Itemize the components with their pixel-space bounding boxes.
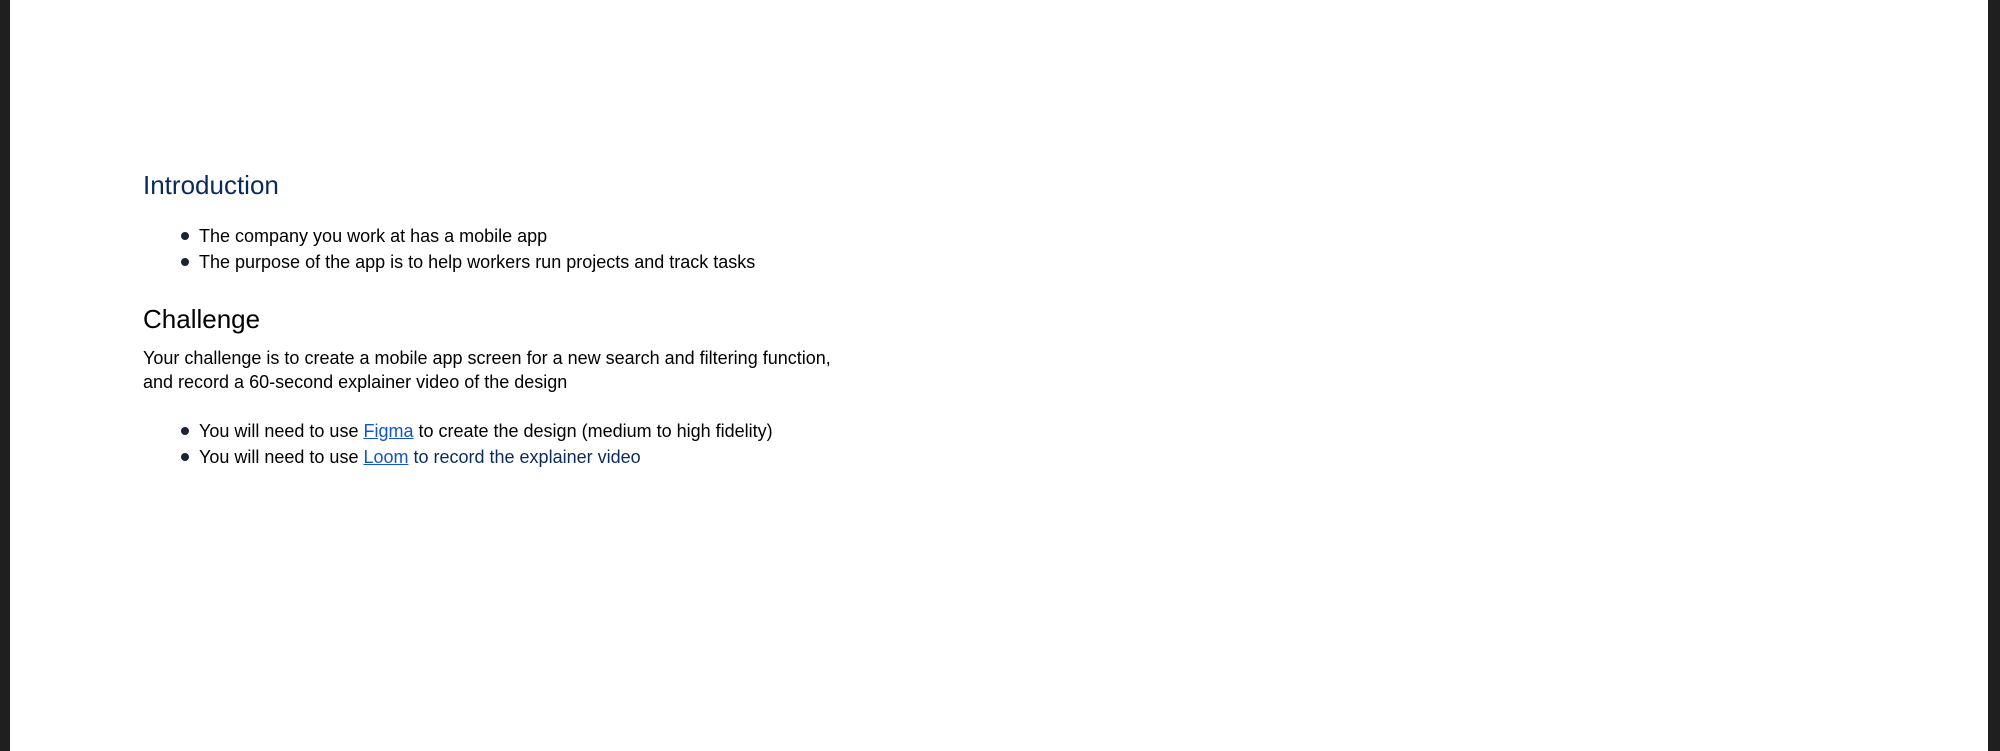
challenge-paragraph: Your challenge is to create a mobile app screen for a new search and filtering function, and record a 60-second explainer video of the design [143,348,831,392]
bullet-text-prefix: You will need to use [199,421,364,441]
document-page [10,0,1988,751]
loom-link[interactable]: Loom [363,447,409,467]
bullet-icon [181,232,189,240]
bullet-text-prefix: You will need to use [199,447,364,467]
tools-bullet-list [143,418,883,470]
bullet-text-suffix: to create the design (medium to high fidelity) [413,421,773,441]
bullet-text: The purpose of the app is to help workers run projects and track tasks [199,252,756,272]
list-item [143,418,883,444]
figma-link[interactable]: Figma [363,421,414,441]
introduction-bullet-list [143,223,883,275]
bullet-text-suffix: to record the explainer video [408,447,641,467]
bullet-icon [181,427,189,435]
list-item [143,444,883,470]
bullet-text: The company you work at has a mobile app [199,226,548,246]
heading-introduction: Introduction [143,170,279,200]
heading-challenge: Challenge [143,304,261,334]
bullet-icon [181,453,189,461]
list-item [143,249,883,275]
bullet-icon [181,258,189,266]
list-item [143,223,883,249]
